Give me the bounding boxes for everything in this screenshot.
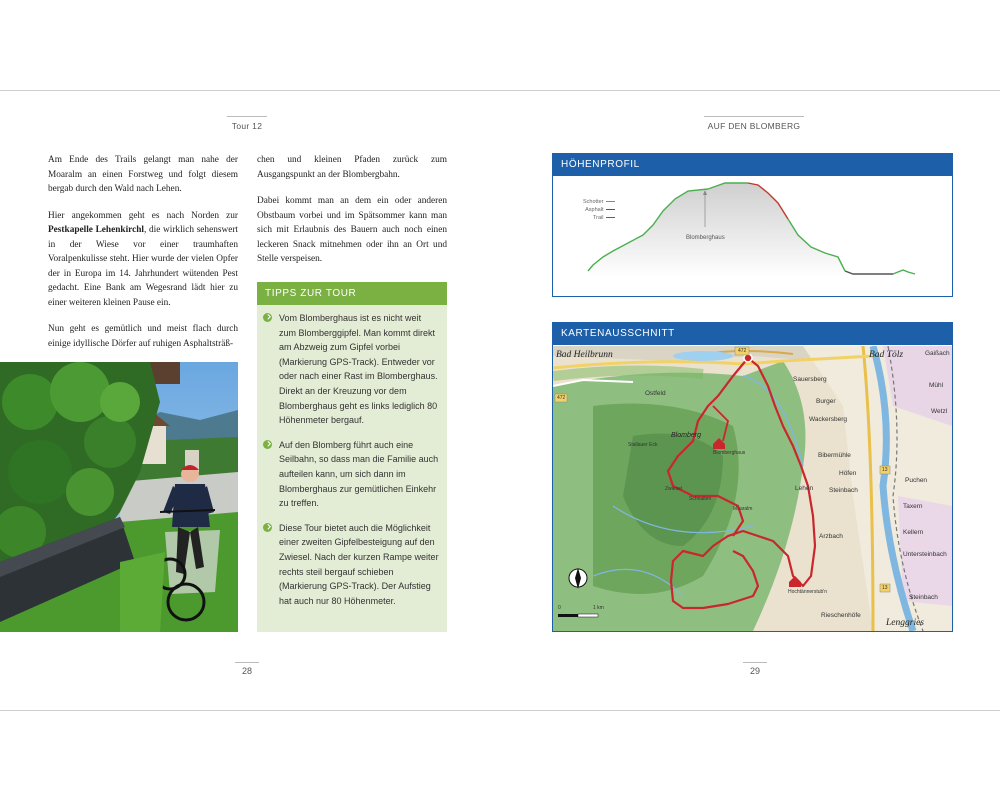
map-label-rieschenhoefe: Rieschenhöfe [821, 612, 861, 619]
elevation-profile-panel [552, 153, 953, 297]
tips-list [257, 305, 447, 608]
tips-box [257, 282, 447, 632]
map-label-kellern: Kellern [903, 529, 924, 536]
map-label-hoefen: Höfen [839, 470, 857, 477]
map-area [553, 346, 952, 631]
page-number-right: 29 [740, 666, 770, 676]
map-panel [552, 322, 953, 632]
map-label-hochtaennerstuben: Hochtännerstub'n [788, 589, 828, 595]
map-label-bad-toelz: Bad Tölz [869, 350, 904, 360]
paragraph: chen und kleinen Pfaden zurück zum Ausgangspunkt an der Blombergbahn. [257, 155, 447, 180]
paragraph: Nun geht es gemütlich und meist flach durch einige idyllische Dörfer auf ruhigen Asphaltsträß- [48, 324, 238, 349]
cyclist-photo [0, 362, 238, 632]
tip-item: Vom Blomberghaus ist es nicht weit zum Blomberggipfel. Man kommt direkt am Abzweig zum Gipfel vorbei (Markierung GPS-Track). Entweder vor oder nach einer Rast im Blomberghaus. Direkt an der Kreuzung vor dem Blomberghaus geht es links lediglich 80 Höhenmeter bergauf. [263, 311, 439, 428]
page-number-left: 28 [232, 666, 262, 676]
scale-label-zero: 0 [558, 605, 561, 611]
legend-item: Schotter [583, 198, 615, 206]
map-title: KARTENAUSSCHNITT [553, 323, 952, 345]
topo-map [553, 346, 952, 631]
map-label-arzbach: Arzbach [819, 533, 843, 540]
map-label-gaissach: Gaißach [925, 350, 950, 357]
map-label-blomberg: Blomberg [671, 432, 701, 439]
map-label-schnaiten: Schnaiten [689, 496, 712, 502]
map-label-taxern: Taxern [903, 503, 923, 510]
map-label-moaralm: Moaralm [733, 506, 753, 512]
map-label-steinbach-south: Steinbach [909, 594, 938, 601]
check-bullet-icon [263, 313, 272, 322]
book-spread [0, 90, 1000, 711]
legend-item: Trail [583, 214, 615, 222]
map-label-zwiesel: Zwiesel [665, 486, 682, 492]
profile-graph [553, 177, 952, 295]
scale-label-km: 1 km [593, 605, 604, 611]
tips-title: TIPPS ZUR TOUR [257, 282, 447, 305]
map-label-blomberghaus: Blomberghaus [713, 450, 746, 456]
map-label-ostfeld: Ostfeld [645, 390, 666, 397]
text-column-2 [257, 153, 447, 279]
profile-annotation: Blomberghaus [686, 235, 725, 241]
road-label-472-west: 472 [557, 395, 566, 401]
check-bullet-icon [263, 523, 272, 532]
text-column-1 [48, 153, 238, 363]
map-label-muehl: Mühl [929, 382, 944, 389]
road-label-13-south: 13 [882, 585, 888, 591]
road-label-472-north: 472 [738, 348, 747, 354]
map-label-bad-heilbrunn: Bad Heilbrunn [556, 350, 613, 360]
legend-item: Asphalt [583, 206, 615, 214]
paragraph: Hier angekommen geht es nach Norden zur Pestkapelle Lehenkirchl, die wirklich sehenswert in der Wiese vor einer traumhaften Voralpenkulisse steht. Hier wurde der vielen Opfer der in Europa im 14. Jahrhundert wütenden Pest gedacht. Eine Bank am Wegesrand lädt hier zu einer weiteren kleinen Pause ein. [48, 210, 238, 308]
road-label-13-north: 13 [882, 467, 888, 473]
paragraph: Dabei kommt man an dem ein oder anderen Obstbaum vorbei und im Spätsommer kann man sich mit Erlaubnis des Bauern auch noch einen leckeren Snack mitnehmen oder ihn an Ort und Stelle verspeisen. [257, 196, 447, 264]
map-label-bibermuehle: Bibermühle [818, 452, 851, 459]
tip-item: Diese Tour bietet auch die Möglichkeit einer zweiten Gipfelbesteigung auf den Zwiesel. Nach der kurzen Rampe weiter rechts steil bergauf schieben (Markierung GPS-Track). Der Aufstieg hat auch nur 80 Höhenmeter. [263, 521, 439, 609]
map-label-wackersberg: Wackersberg [809, 416, 848, 423]
map-label-stallauer-eck: Stallauer Eck [628, 442, 658, 448]
map-label-lehen: Lehen [795, 485, 814, 492]
map-label-puchen: Puchen [905, 477, 928, 484]
check-bullet-icon [263, 440, 272, 449]
map-label-burger: Burger [816, 398, 836, 405]
map-label-steinbach: Steinbach [829, 487, 858, 494]
bold-place-name: Pestkapelle Lehenkirchl [48, 225, 144, 235]
profile-title: HÖHENPROFIL [553, 154, 952, 176]
paragraph: Am Ende des Trails gelangt man nahe der Moaralm an einen Forstweg und folgt diesem bergab durch den Wald nach Lehen. [48, 155, 238, 194]
map-label-lenggries: Lenggries [886, 618, 924, 628]
map-label-untersteinbach: Untersteinbach [903, 551, 947, 558]
tip-item: Auf den Blomberg führt auch eine Seilbahn, so dass man die Familie auch aufteilen kann, um sich dann im Blomberghaus zur gemütlichen Einkehr zu treffen. [263, 438, 439, 511]
map-label-wetzl: Wetzl [931, 408, 948, 415]
running-head-left: Tour 12 [222, 121, 272, 131]
running-head-right: AUF DEN BLOMBERG [698, 121, 810, 131]
map-label-sauersberg: Sauersberg [793, 376, 827, 383]
